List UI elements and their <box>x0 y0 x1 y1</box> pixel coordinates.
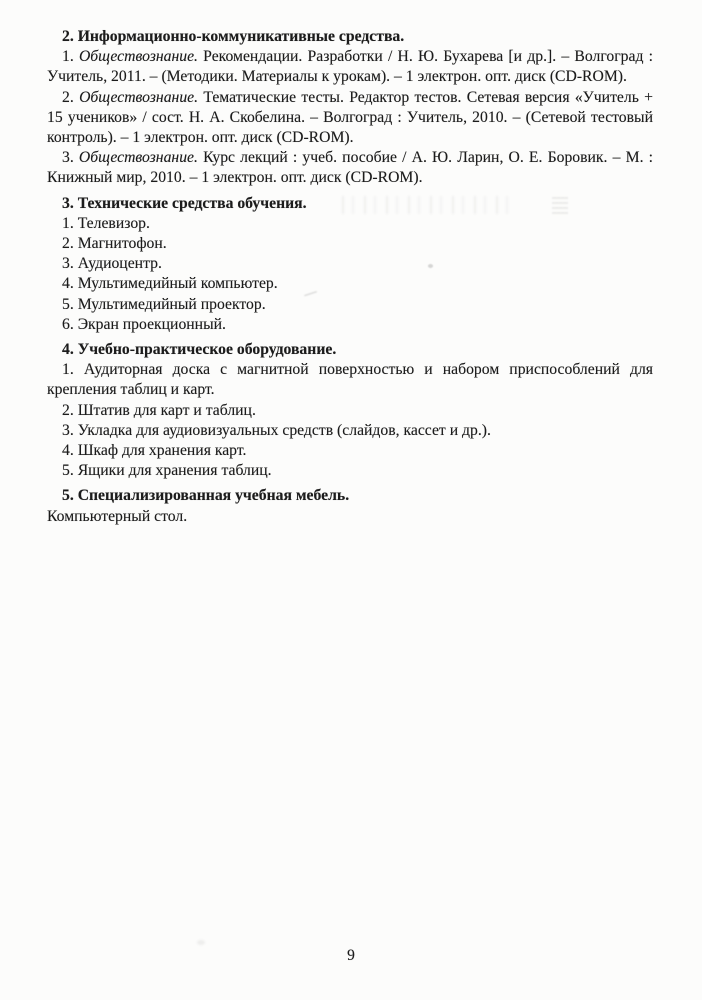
section <box>47 340 653 481</box>
section <box>47 194 653 335</box>
italic-text: Обществознание. <box>78 48 198 66</box>
section-heading: 2. Информационно-коммуникативные средства. <box>62 28 405 45</box>
text: 1. <box>62 48 79 66</box>
text: 2. Штатив для карт и таблиц. <box>62 401 256 419</box>
section-heading: 5. Специализированная учебная мебель. <box>62 487 350 505</box>
text: 3. <box>62 149 79 167</box>
scan-artifact <box>197 940 205 945</box>
paragraph <box>47 295 653 315</box>
paragraph <box>47 315 653 335</box>
text: 1. Аудиторная доска с магнитной поверхностью и набором приспособлений для крепления таблиц и карт. <box>47 361 653 399</box>
paragraph <box>47 148 653 188</box>
paragraph <box>47 461 653 481</box>
text: 3. Аудиоцентр. <box>62 255 162 273</box>
italic-text: Обществознание. <box>79 88 199 106</box>
text: 2. <box>62 88 80 106</box>
text: 3. Укладка для аудиовизуальных средств (слайдов, кассет и др.). <box>62 421 491 439</box>
text: Компьютерный стол. <box>47 507 188 525</box>
paragraph <box>47 274 653 294</box>
paragraph <box>47 507 653 527</box>
text: 1. Телевизор. <box>62 214 150 232</box>
section <box>47 27 653 189</box>
paragraph <box>47 234 653 254</box>
paragraph <box>47 441 653 461</box>
paragraph <box>47 88 653 149</box>
text: 4. Шкаф для хранения карт. <box>62 442 247 460</box>
text: 5. Мультимедийный проектор. <box>62 295 266 313</box>
paragraph <box>47 214 653 234</box>
text: Тематические тесты. Редактор тестов. Сетевая версия «Учитель + 15 учеников» / сост. Н. А. Скобелина. – Волгоград : Учитель, 2010. – (Сетевой тестовый контроль). – 1 электрон. опт. диск (CD-ROM). <box>47 88 654 147</box>
text: 6. Экран проекционный. <box>62 315 226 333</box>
section-heading: 4. Учебно-практическое оборудование. <box>62 341 337 359</box>
page-content <box>47 27 653 527</box>
text: Рекомендации. Разработки / Н. Ю. Бухарева [и др.]. – Волгоград : Учитель, 2011. – (Методики. Материалы к урокам). – 1 электрон. опт. диск (CD-ROM). <box>47 48 653 86</box>
paragraph <box>47 360 653 400</box>
italic-text: Обществознание. <box>78 149 198 167</box>
paragraph <box>47 47 653 87</box>
text: 5. Ящики для хранения таблиц. <box>62 462 272 480</box>
page-number: 9 <box>347 947 355 964</box>
section-heading: 3. Технические средства обучения. <box>62 194 307 212</box>
paragraph <box>47 401 653 421</box>
text: 4. Мультимедийный компьютер. <box>62 275 278 293</box>
text: 2. Магнитофон. <box>62 235 167 253</box>
text: Курс лекций : учеб. пособие / А. Ю. Ларин, О. Е. Боровик. – М. : Книжный мир, 2010. – 1 электрон. опт. диск (CD-ROM). <box>47 149 654 187</box>
paragraph <box>47 421 653 441</box>
paragraph <box>47 254 653 274</box>
section <box>47 486 653 526</box>
